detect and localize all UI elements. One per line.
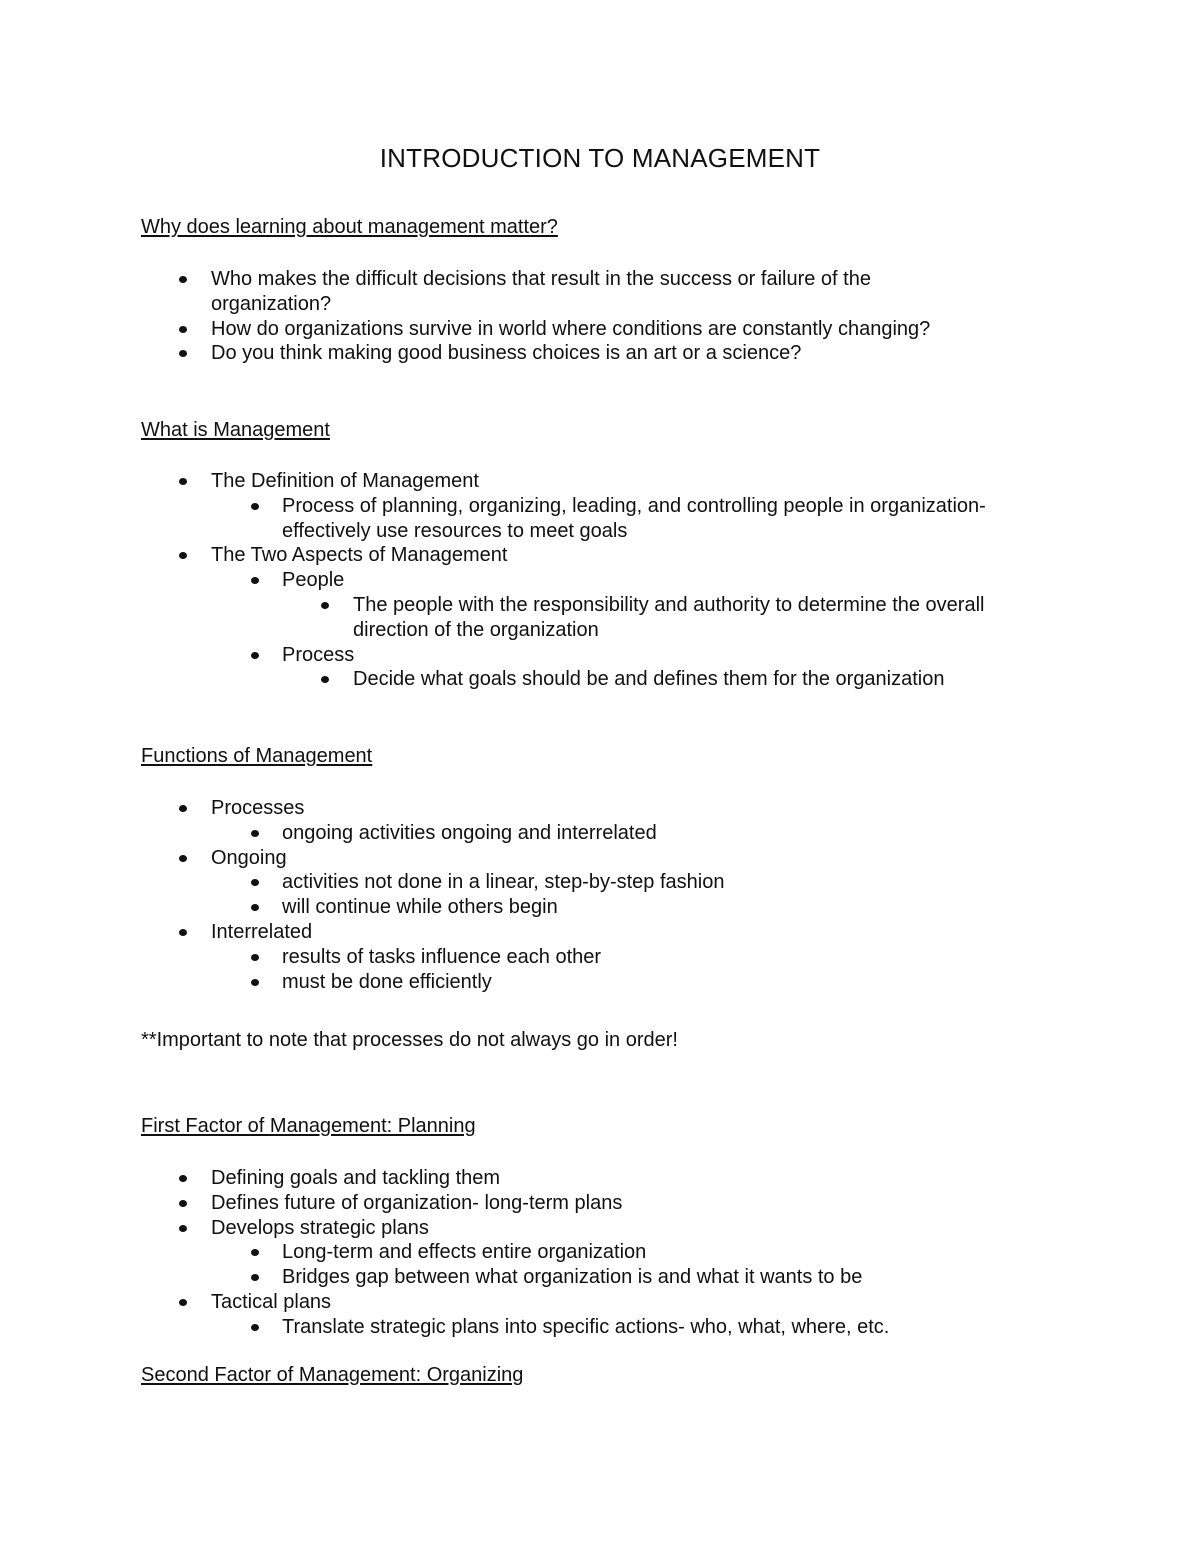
list-item: activities not done in a linear, step-by-step fashion: [0, 870, 1200, 895]
bullet-list-what-is-management: [0, 469, 1200, 692]
bullet-icon: [321, 602, 329, 609]
list-item: Process: [0, 643, 1200, 668]
list-item: Process of planning, organizing, leading, and controlling people in organization- effectively use resources to meet goals: [0, 494, 1200, 544]
list-item: The Definition of Management: [0, 469, 1200, 494]
list-item: Translate strategic plans into specific actions- who, what, where, etc.: [0, 1315, 1200, 1340]
list-item: Who makes the difficult decisions that result in the success or failure of the organization?: [0, 267, 1200, 317]
bullet-icon: [179, 552, 187, 559]
list-item: Decide what goals should be and defines them for the organization: [0, 667, 1200, 692]
list-item: Interrelated: [0, 920, 1200, 945]
bullet-icon: [179, 1200, 187, 1207]
bullet-icon: [251, 503, 259, 510]
bullet-icon: [179, 326, 187, 333]
list-item: Processes: [0, 796, 1200, 821]
important-note: **Important to note that processes do not always go in order!: [141, 1029, 678, 1051]
section-heading-what-is-management: What is Management: [141, 419, 330, 441]
list-item: Bridges gap between what organization is and what it wants to be: [0, 1265, 1200, 1290]
bullet-icon: [179, 805, 187, 812]
bullet-icon: [179, 1299, 187, 1306]
section-heading-why-management-matters: Why does learning about management matter?: [141, 216, 558, 238]
list-item: People: [0, 568, 1200, 593]
bullet-icon: [251, 979, 259, 986]
bullet-list-planning: [0, 1166, 1200, 1340]
bullet-icon: [251, 1274, 259, 1281]
bullet-icon: [251, 577, 259, 584]
list-item: Defines future of organization- long-term plans: [0, 1191, 1200, 1216]
list-item: The people with the responsibility and authority to determine the overall direction of the organization: [0, 593, 1200, 643]
bullet-icon: [251, 1324, 259, 1331]
bullet-icon: [179, 478, 187, 485]
list-item: Tactical plans: [0, 1290, 1200, 1315]
list-item: Ongoing: [0, 846, 1200, 871]
bullet-icon: [251, 830, 259, 837]
list-item: Defining goals and tackling them: [0, 1166, 1200, 1191]
section-heading-functions-of-management: Functions of Management: [141, 745, 373, 767]
bullet-icon: [251, 879, 259, 886]
bullet-icon: [251, 1249, 259, 1256]
list-item: Do you think making good business choices is an art or a science?: [0, 341, 1200, 366]
list-item: will continue while others begin: [0, 895, 1200, 920]
section-heading-organizing: Second Factor of Management: Organizing: [141, 1364, 524, 1386]
bullet-icon: [251, 904, 259, 911]
bullet-icon: [179, 1225, 187, 1232]
bullet-icon: [179, 1175, 187, 1182]
bullet-icon: [179, 855, 187, 862]
list-item: results of tasks influence each other: [0, 945, 1200, 970]
bullet-icon: [179, 276, 187, 283]
list-item: must be done efficiently: [0, 970, 1200, 995]
page-title: INTRODUCTION TO MANAGEMENT: [379, 143, 821, 173]
list-item: The Two Aspects of Management: [0, 543, 1200, 568]
bullet-list-why-management-matters: [0, 267, 1200, 366]
list-item: How do organizations survive in world where conditions are constantly changing?: [0, 317, 1200, 342]
list-item: ongoing activities ongoing and interrelated: [0, 821, 1200, 846]
section-heading-planning: First Factor of Management: Planning: [141, 1115, 476, 1137]
bullet-list-functions-of-management: [0, 796, 1200, 994]
bullet-icon: [179, 929, 187, 936]
bullet-icon: [321, 676, 329, 683]
bullet-icon: [251, 652, 259, 659]
bullet-icon: [179, 350, 187, 357]
bullet-icon: [251, 954, 259, 961]
list-item: Develops strategic plans: [0, 1216, 1200, 1241]
list-item: Long-term and effects entire organization: [0, 1240, 1200, 1265]
